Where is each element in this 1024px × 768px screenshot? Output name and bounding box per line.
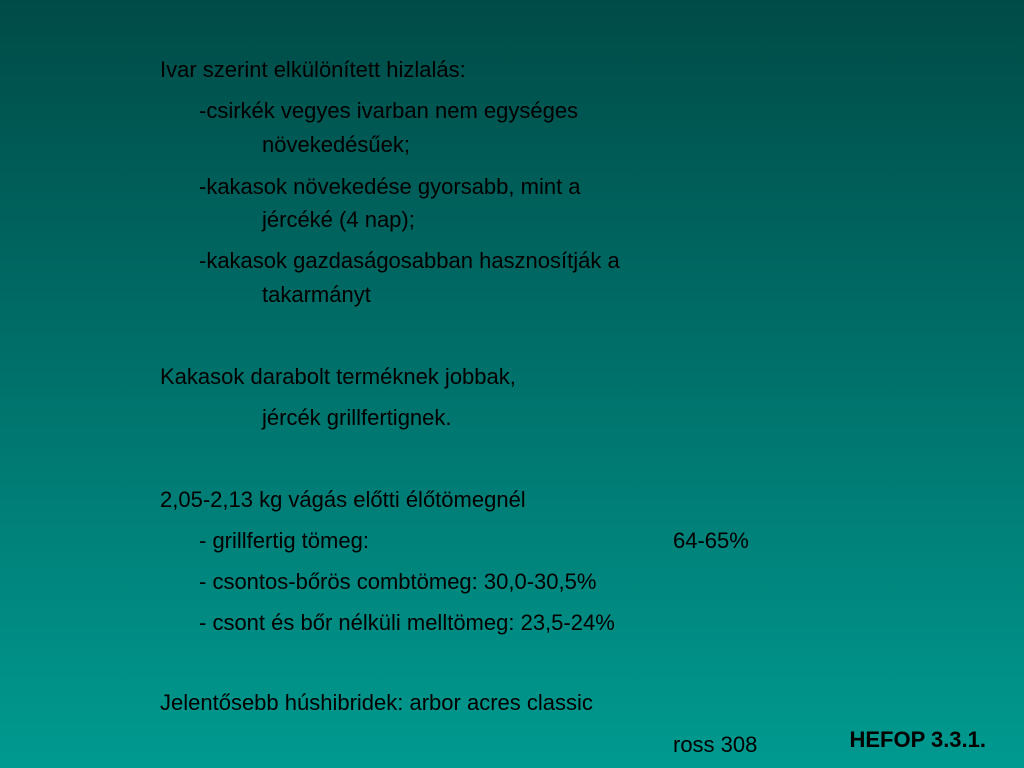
products-line: Kakasok darabolt terméknek jobbak, xyxy=(160,364,516,389)
hybrids-line: Jelentősebb húshibridek: arbor acres classic xyxy=(160,690,593,715)
list-item-line: -kakasok gazdaságosabban hasznosítják a xyxy=(199,248,620,273)
footer-label: HEFOP 3.3.1. xyxy=(849,727,986,752)
list-item-line: -kakasok növekedése gyorsabb, mint a xyxy=(199,174,581,199)
yield-row-label: - grillfertig tömeg: xyxy=(199,528,369,553)
list-item-line: takarmányt xyxy=(262,282,371,307)
list-item-line: jércéké (4 nap); xyxy=(262,207,415,232)
yield-row: - csont és bőr nélküli melltömeg: 23,5-24% xyxy=(199,610,615,635)
hybrids-line: ross 308 xyxy=(673,732,758,757)
list-item-line: növekedésűek; xyxy=(262,132,410,157)
yield-row: - csontos-bőrös combtömeg: 30,0-30,5% xyxy=(199,569,597,594)
list-item-line: -csirkék vegyes ivarban nem egységes xyxy=(199,98,579,123)
heading-separate-fattening: Ivar szerint elkülönített hizlalás: xyxy=(160,57,466,82)
yield-heading: 2,05-2,13 kg vágás előtti élőtömegnél xyxy=(160,487,526,512)
products-line: jércék grillfertignek. xyxy=(262,405,452,430)
yield-row-value: 64-65% xyxy=(673,528,749,553)
